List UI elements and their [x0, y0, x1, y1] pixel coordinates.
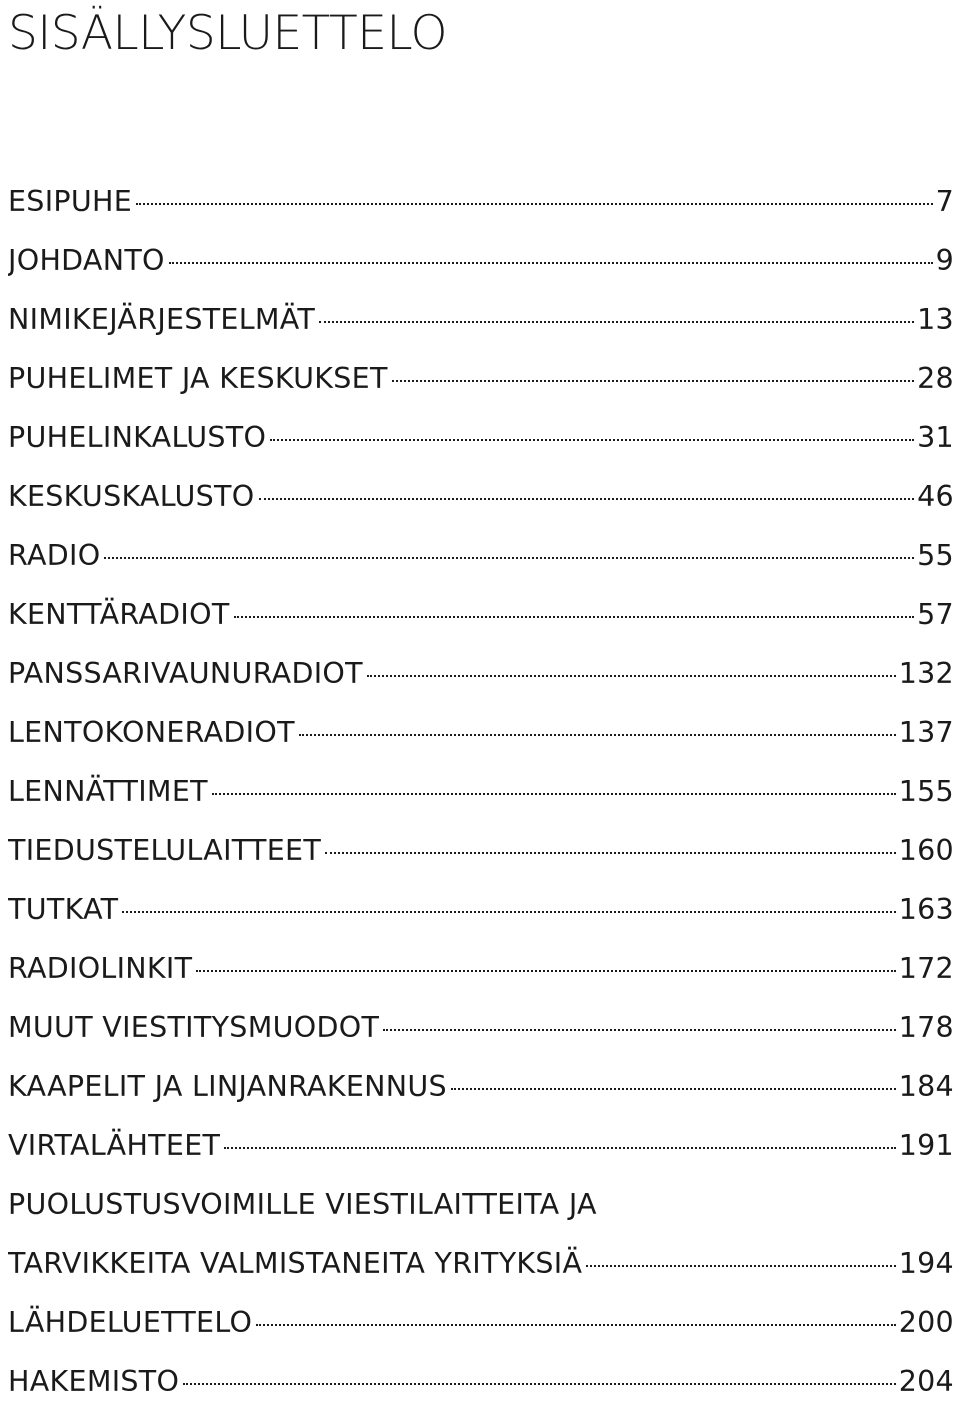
toc-entry-page: 57 — [917, 598, 954, 631]
toc-entry-page: 55 — [917, 539, 954, 572]
toc-entry-page: 9 — [935, 244, 954, 277]
dot-leader — [392, 380, 914, 382]
toc-entry-label: RADIOLINKIT — [8, 952, 193, 985]
toc-entry-label: TIEDUSTELULAITTEET — [8, 834, 322, 867]
toc-entry-label: PUOLUSTUSVOIMILLE VIESTILAITTEITA JA — [8, 1188, 597, 1221]
toc-entry-label: PUHELINKALUSTO — [8, 421, 267, 454]
toc-entry[interactable] — [8, 1293, 954, 1352]
toc-entry-page: 184 — [898, 1070, 954, 1103]
toc-entry[interactable] — [8, 644, 954, 703]
dot-leader — [451, 1088, 896, 1090]
toc-entry-page: 132 — [898, 657, 954, 690]
dot-leader — [234, 616, 915, 618]
toc-entry-label: LENNÄTTIMET — [8, 775, 208, 808]
dot-leader — [224, 1147, 895, 1149]
dot-leader — [367, 675, 896, 677]
toc-entry[interactable] — [8, 1057, 954, 1116]
dot-leader — [104, 557, 914, 559]
toc-entry-page: 137 — [898, 716, 954, 749]
toc-entry[interactable] — [8, 1234, 954, 1293]
toc-entry-label: ESIPUHE — [8, 185, 133, 218]
toc-entry[interactable] — [8, 172, 954, 231]
toc-entry-label: KENTTÄRADIOT — [8, 598, 230, 631]
toc-entry-page: 46 — [917, 480, 954, 513]
dot-leader — [299, 734, 896, 736]
toc-entry[interactable] — [8, 408, 954, 467]
toc-entry-label: HAKEMISTO — [8, 1365, 180, 1398]
dot-leader — [136, 203, 932, 205]
dot-leader — [270, 439, 914, 441]
dot-leader — [259, 498, 915, 500]
toc-entry-page: 7 — [935, 185, 954, 218]
toc-entry[interactable] — [8, 998, 954, 1057]
toc-entry[interactable] — [8, 585, 954, 644]
toc-entry[interactable] — [8, 231, 954, 290]
dot-leader — [319, 321, 914, 323]
toc-entry[interactable] — [8, 939, 954, 998]
toc-entry-page: 31 — [917, 421, 954, 454]
toc-entry-label: PANSSARIVAUNURADIOT — [8, 657, 363, 690]
dot-leader — [325, 852, 896, 854]
dot-leader — [586, 1265, 895, 1267]
toc-entry-label: VIRTALÄHTEET — [8, 1129, 221, 1162]
table-of-contents — [8, 172, 954, 1411]
dot-leader — [256, 1324, 895, 1326]
toc-entry[interactable] — [8, 821, 954, 880]
toc-entry-label: NIMIKEJÄRJESTELMÄT — [8, 303, 316, 336]
toc-entry-page: 200 — [898, 1306, 954, 1339]
toc-entry[interactable] — [8, 1116, 954, 1175]
toc-entry-label: LENTOKONERADIOT — [8, 716, 295, 749]
toc-entry-first-line[interactable] — [8, 1175, 954, 1234]
toc-entry-page: 155 — [898, 775, 954, 808]
toc-entry[interactable] — [8, 880, 954, 939]
toc-entry-label: KAAPELIT JA LINJANRAKENNUS — [8, 1070, 447, 1103]
toc-entry-label: PUHELIMET JA KESKUKSET — [8, 362, 388, 395]
toc-entry-page: 204 — [898, 1365, 954, 1398]
toc-entry-label: TUTKAT — [8, 893, 119, 926]
toc-entry-page: 191 — [898, 1129, 954, 1162]
toc-entry[interactable] — [8, 349, 954, 408]
toc-entry-label: TARVIKKEITA VALMISTANEITA YRITYKSIÄ — [8, 1247, 583, 1280]
toc-entry-label: JOHDANTO — [8, 244, 165, 277]
toc-entry-page: 13 — [917, 303, 954, 336]
toc-entry[interactable] — [8, 1352, 954, 1411]
dot-leader — [383, 1029, 896, 1031]
toc-entry-page: 160 — [898, 834, 954, 867]
toc-entry-page: 172 — [898, 952, 954, 985]
dot-leader — [212, 793, 896, 795]
dot-leader — [122, 911, 895, 913]
toc-entry-page: 178 — [898, 1011, 954, 1044]
toc-entry[interactable] — [8, 526, 954, 585]
dot-leader — [183, 1383, 895, 1385]
page-title: SISÄLLYSLUETTELO — [8, 6, 447, 61]
toc-entry-page: 163 — [898, 893, 954, 926]
toc-entry[interactable] — [8, 467, 954, 526]
toc-entry[interactable] — [8, 290, 954, 349]
dot-leader — [196, 970, 895, 972]
toc-entry[interactable] — [8, 703, 954, 762]
toc-entry[interactable] — [8, 762, 954, 821]
toc-entry-label: KESKUSKALUSTO — [8, 480, 255, 513]
toc-entry-page: 28 — [917, 362, 954, 395]
dot-leader — [169, 262, 933, 264]
toc-entry-label: RADIO — [8, 539, 101, 572]
toc-entry-page: 194 — [898, 1247, 954, 1280]
toc-entry-label: MUUT VIESTITYSMUODOT — [8, 1011, 380, 1044]
toc-entry-label: LÄHDELUETTELO — [8, 1306, 253, 1339]
